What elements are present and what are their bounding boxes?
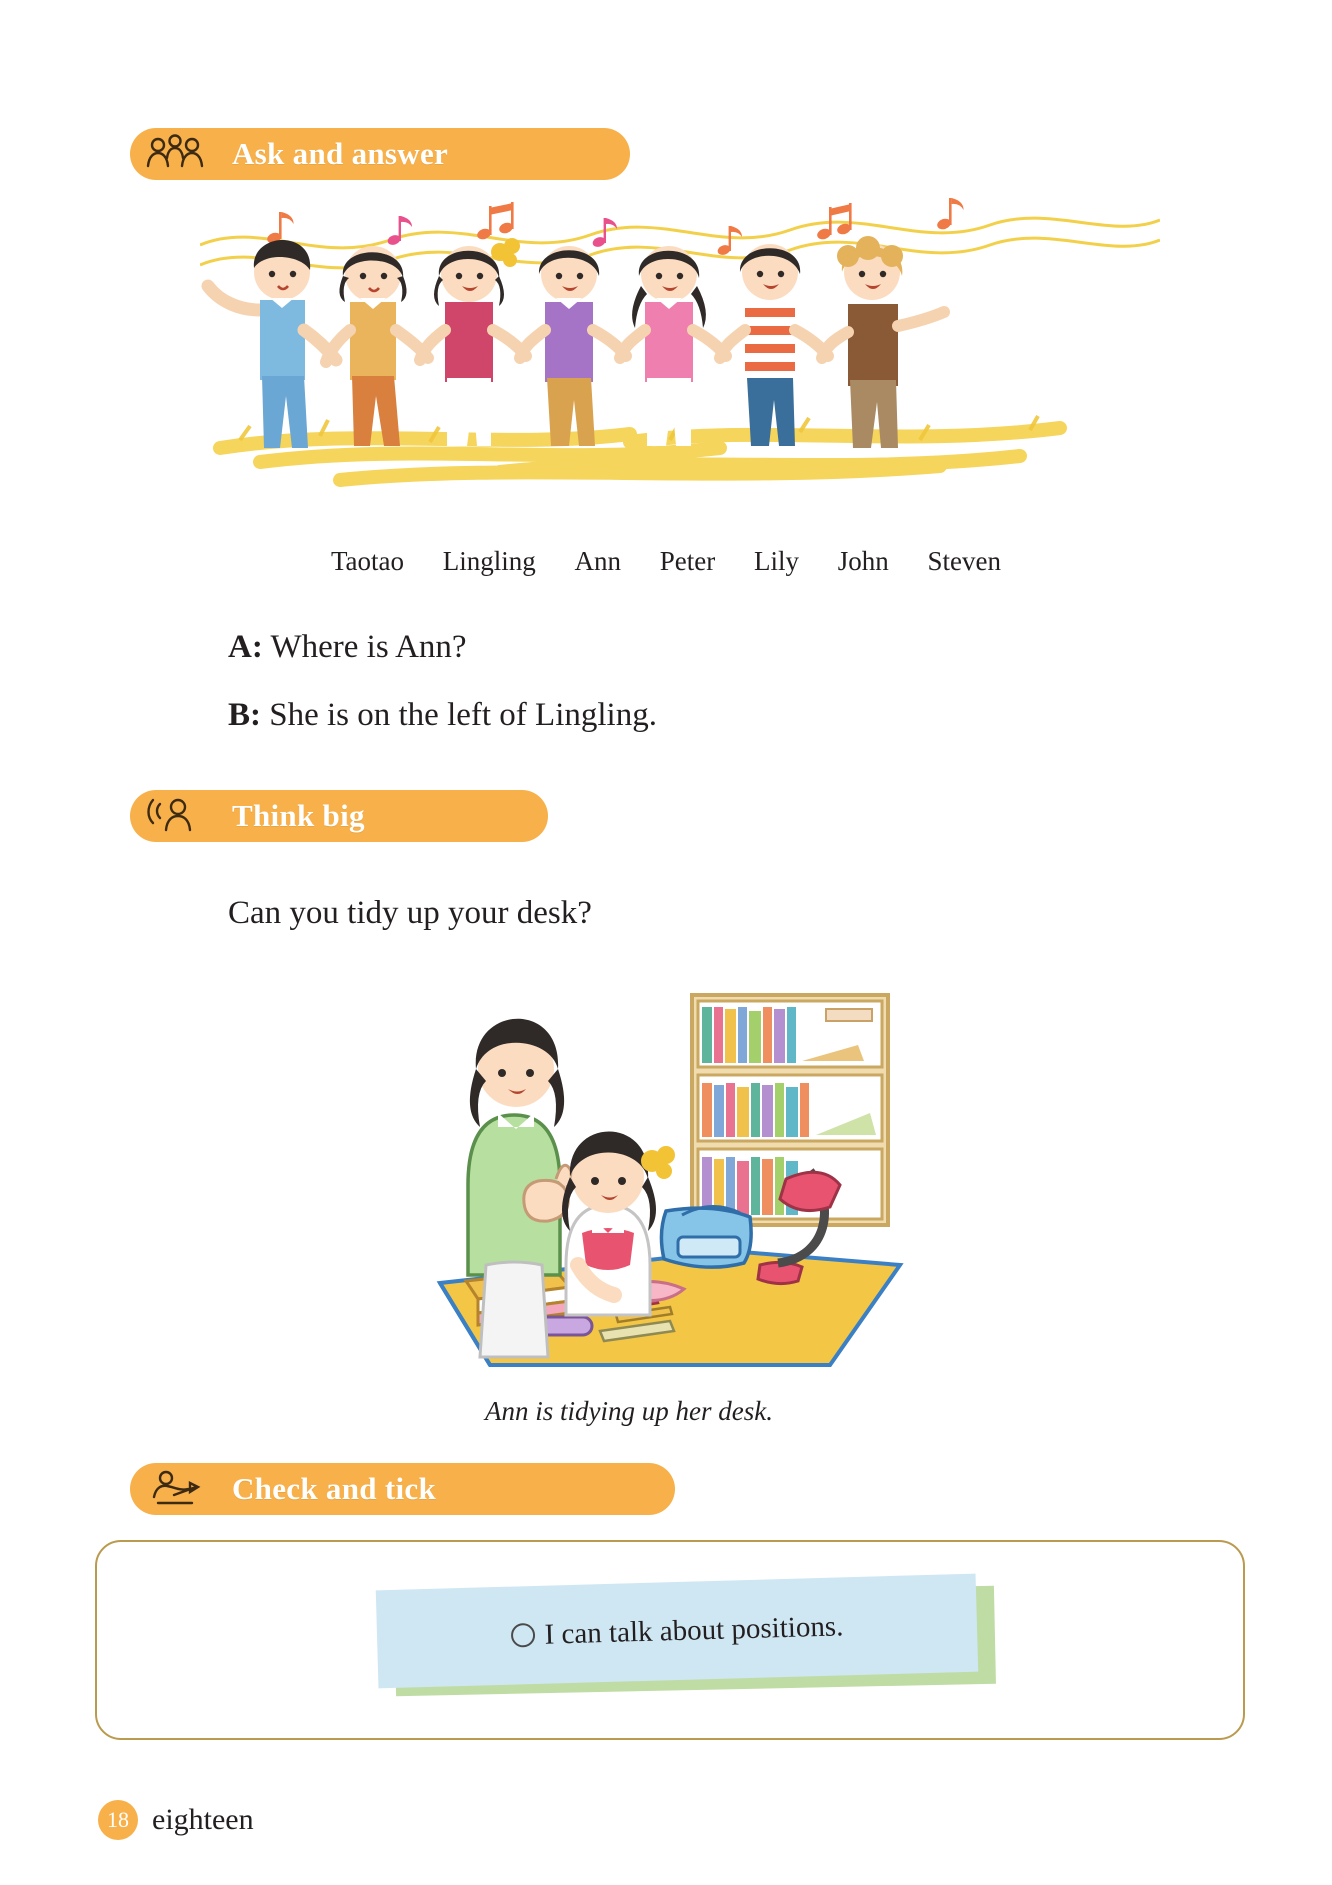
section-header-think-big <box>130 790 548 842</box>
child-name: Lily <box>754 546 800 576</box>
section-label: Ask and answer <box>232 136 449 171</box>
child-name: Steven <box>927 546 1002 576</box>
child-name: Taotao <box>330 546 405 576</box>
children-name-row <box>0 546 1332 577</box>
section-label: Think big <box>232 798 365 833</box>
illustration-children-singing <box>200 190 1160 540</box>
child-name: Ann <box>574 546 622 576</box>
think-big-question: Can you tidy up your desk? <box>228 895 592 931</box>
tick-card[interactable] <box>376 1574 979 1689</box>
dialogue-speaker: A: <box>228 629 263 665</box>
person-writing-icon <box>144 1467 206 1511</box>
dialogue-text: Where is Ann? <box>270 629 467 665</box>
checklist-item-label: I can talk about positions. <box>544 1609 844 1651</box>
person-speaking-icon <box>144 794 206 838</box>
illustration-caption: Ann is tidying up her desk. <box>485 1396 773 1426</box>
section-label: Check and tick <box>232 1471 437 1506</box>
page-number-badge: 18 <box>98 1800 138 1840</box>
illustration-tidy-desk <box>430 965 920 1385</box>
dialogue-speaker: B: <box>228 697 261 733</box>
child-name: Lingling <box>442 546 536 576</box>
dialogue-line-a <box>228 627 467 668</box>
checklist-item[interactable] <box>510 1610 844 1652</box>
page-number-word: eighteen <box>152 1803 254 1836</box>
checkbox-circle-icon[interactable] <box>510 1623 535 1648</box>
section-header-check-and-tick <box>130 1463 675 1515</box>
dialogue-text: She is on the left of Lingling. <box>269 697 657 733</box>
dialogue-line-b <box>228 695 657 736</box>
child-name: Peter <box>659 546 716 576</box>
three-people-icon <box>144 132 206 176</box>
child-name: John <box>837 546 889 576</box>
section-header-ask-and-answer <box>130 128 630 180</box>
